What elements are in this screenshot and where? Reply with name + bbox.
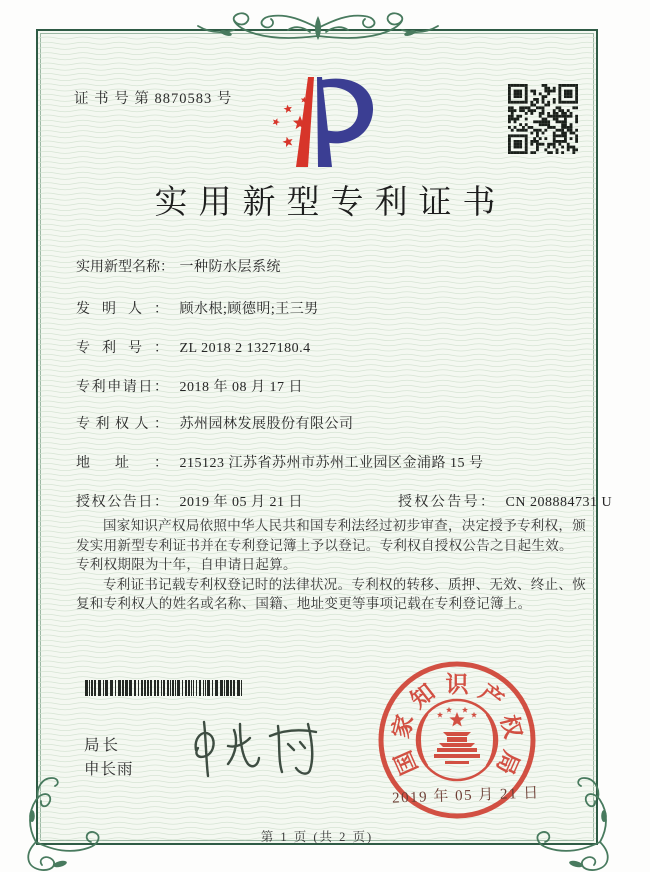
emblem-stars [437, 707, 477, 727]
field-row-patent-number [76, 337, 311, 357]
legal-text [76, 516, 586, 614]
field-label: 专利权人： [76, 417, 168, 432]
cnipa-logo [258, 74, 382, 172]
field-value: 2018 年 08 月 17 日 [179, 380, 303, 395]
svg-text:局: 局 [491, 746, 524, 779]
seal-date: 2019 年 05 月 21 日 [391, 785, 541, 807]
svg-text:国: 国 [390, 746, 423, 779]
national-emblem [417, 700, 497, 780]
field-label: 发明人： [76, 302, 168, 317]
field-row-patentee [76, 413, 354, 433]
svg-text:知: 知 [406, 679, 440, 714]
field-value: 215123 江苏省苏州市苏州工业园区金浦路 15 号 [179, 456, 484, 471]
svg-text:产: 产 [474, 679, 508, 714]
certificate-number: 证 书 号 第 8870583 号 [74, 91, 233, 107]
field-value: CN 208884731 U [505, 495, 613, 510]
field-label: 地址： [76, 456, 168, 471]
field-label: 专利号： [76, 341, 168, 356]
field-label: 授权公告日： [76, 495, 168, 510]
svg-text:权: 权 [495, 712, 526, 741]
field-grant-number [398, 491, 612, 511]
field-value: 顾水根;顾德明;王三男 [179, 302, 319, 317]
legal-paragraph: 专利证书记载专利权登记时的法律状况。专利权的转移、质押、无效、终止、恢复和专利权人的姓名或名称、国籍、地址变更等事项记载在专利登记簿上。 [76, 576, 586, 611]
field-row-grant-date [76, 491, 613, 511]
field-value: 2019 年 05 月 21 日 [179, 495, 303, 510]
field-value: 苏州园林发展股份有限公司 [179, 417, 354, 432]
field-label: 授权公告号： [398, 495, 494, 510]
field-row-address [76, 452, 484, 472]
director-name: 申长雨 [84, 761, 134, 778]
field-row-utility-name [76, 256, 281, 276]
barcode [85, 680, 247, 696]
certificate-title: 实用新型专利证书 [154, 185, 507, 221]
field-value: ZL 2018 2 1327180.4 [179, 341, 311, 356]
field-row-filing-date [76, 376, 303, 396]
field-label: 实用新型名称： [76, 260, 174, 275]
field-label: 专利申请日： [76, 380, 168, 395]
director-signature [182, 716, 332, 786]
svg-text:家: 家 [388, 712, 419, 741]
director-title: 局长 [84, 737, 122, 754]
field-row-inventors [76, 298, 319, 318]
qr-code [508, 84, 578, 154]
page-number: 第 1 页 (共 2 页) [260, 830, 374, 844]
field-value: 一种防水层系统 [179, 260, 281, 275]
svg-text:识: 识 [445, 672, 469, 697]
legal-paragraph: 国家知识产权局依照中华人民共和国专利法经过初步审查，决定授予专利权，颁发实用新型专利证书并在专利登记簿上予以登记。专利权自授权公告之日起生效。专利权期限为十年，自申请日起算。 [76, 518, 586, 572]
